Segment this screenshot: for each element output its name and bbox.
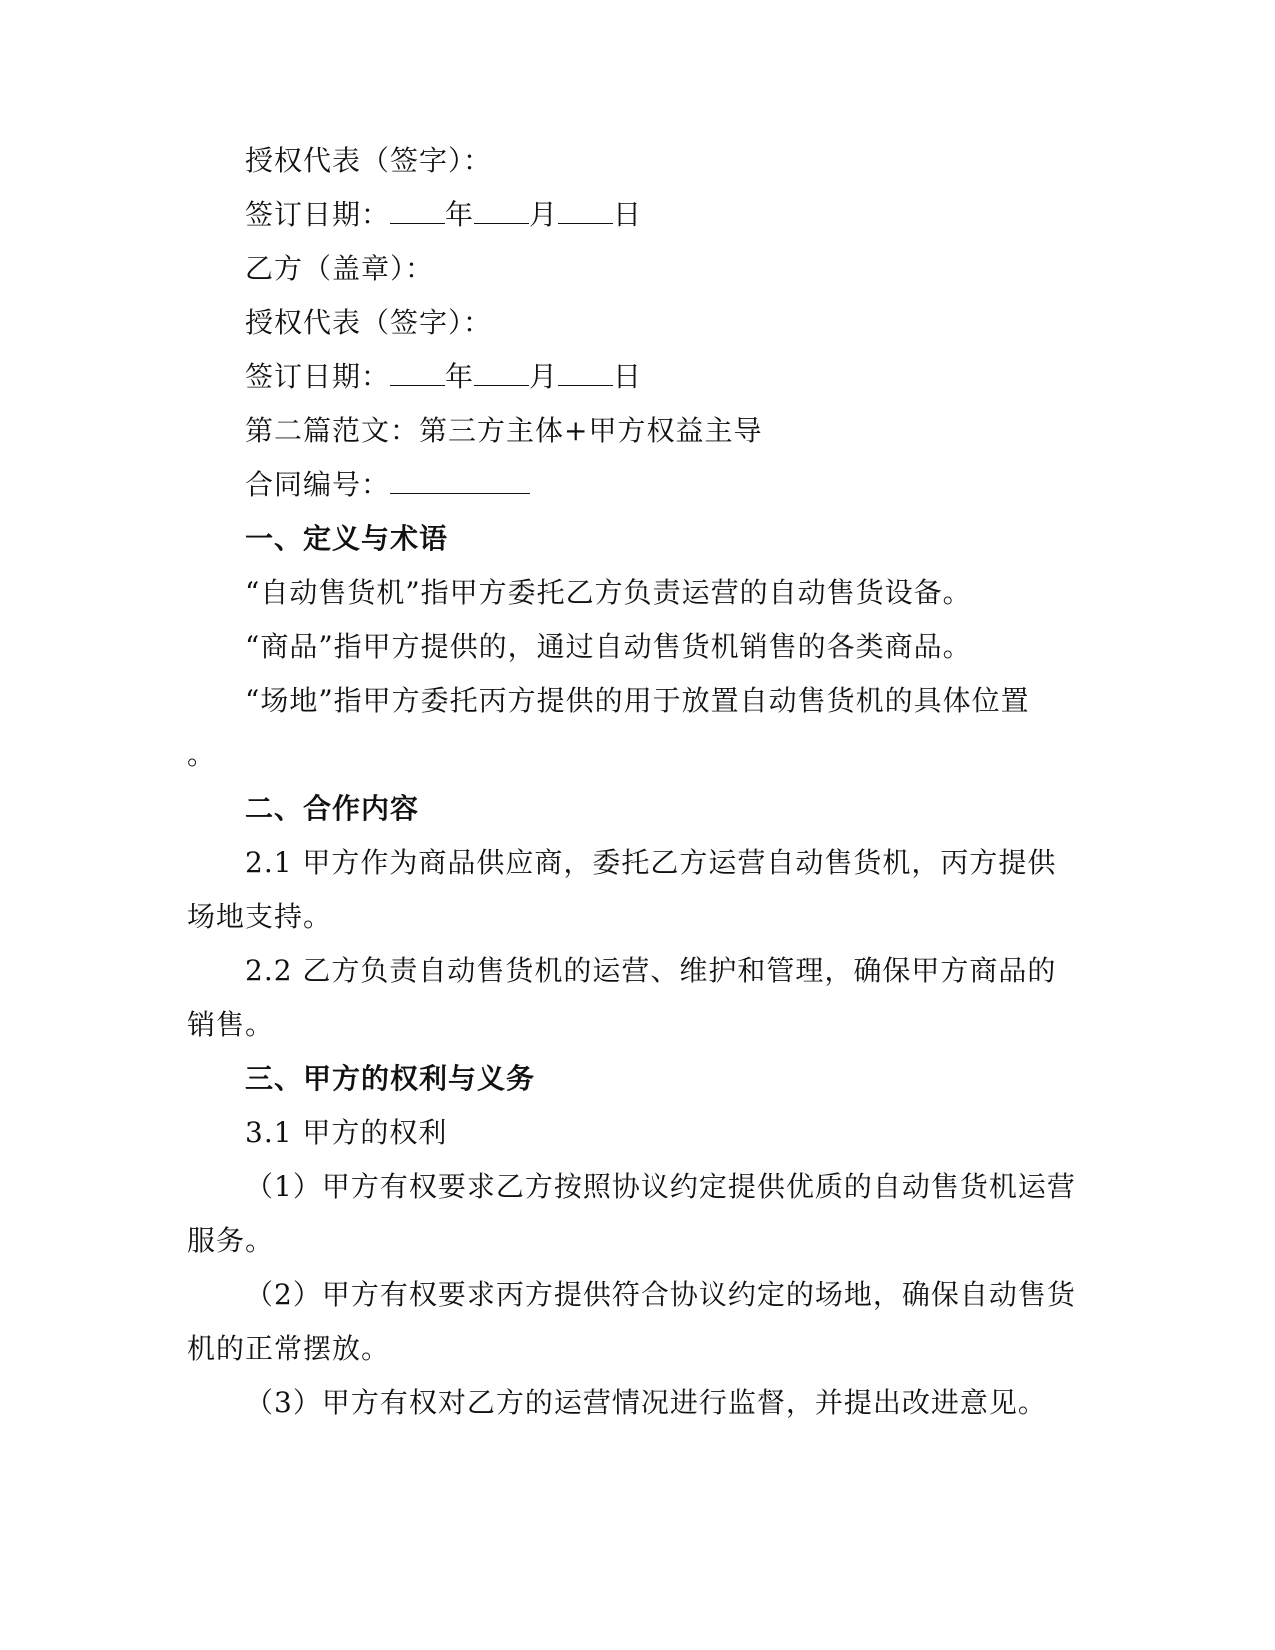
right-2-line2: 机的正常摆放。: [187, 1332, 391, 1365]
section-3-heading: 三、甲方的权利与义务: [245, 1062, 536, 1095]
party-a-date-line: [245, 197, 642, 233]
year-blank: [390, 197, 445, 224]
definition-site-line1: “场地”指甲方委托丙方提供的用于放置自动售货机的具体位置: [245, 684, 1030, 717]
clause-2-1-line2: 场地支持。: [187, 900, 333, 933]
right-1-line1: （1）甲方有权要求乙方按照协议约定提供优质的自动售货机运营: [245, 1170, 1076, 1203]
clause-2-1-line1: 2.1 甲方作为商品供应商，委托乙方运营自动售货机，丙方提供: [245, 846, 1057, 879]
section-1-heading: 一、定义与术语: [245, 522, 449, 555]
clause-2-2-line1: 2.2 乙方负责自动售货机的运营、维护和管理，确保甲方商品的: [245, 954, 1057, 987]
day-label: 日: [613, 198, 643, 231]
definition-goods: “商品”指甲方提供的，通过自动售货机销售的各类商品。: [245, 630, 972, 663]
month-label: 月: [529, 198, 559, 231]
day-blank: [558, 359, 613, 386]
month-blank: [474, 359, 529, 386]
subsection-3-1: 3.1 甲方的权利: [245, 1116, 448, 1149]
sample-title: 第二篇范文：第三方主体+甲方权益主导: [245, 414, 763, 447]
party-a-signature-line: 授权代表（签字）：: [245, 144, 493, 177]
definition-site-line2: 。: [187, 738, 217, 771]
contract-number-line: [245, 467, 530, 503]
clause-2-2-line2: 销售。: [187, 1008, 275, 1041]
month-label: 月: [529, 360, 559, 393]
right-1-line2: 服务。: [187, 1224, 275, 1257]
date-label: 签订日期：: [245, 360, 391, 393]
section-2-heading: 二、合作内容: [245, 792, 420, 825]
year-blank: [390, 359, 445, 386]
right-2-line1: （2）甲方有权要求丙方提供符合协议约定的场地，确保自动售货: [245, 1278, 1076, 1311]
contract-number-label: 合同编号：: [245, 468, 391, 501]
day-blank: [558, 197, 613, 224]
month-blank: [474, 197, 529, 224]
definition-vending-machine: “自动售货机”指甲方委托乙方负责运营的自动售货设备。: [245, 576, 972, 609]
day-label: 日: [613, 360, 643, 393]
party-b-signature-line: 授权代表（签字）：: [245, 306, 493, 339]
party-b-seal-line: 乙方（盖章）：: [245, 252, 435, 285]
year-label: 年: [445, 198, 475, 231]
right-3: （3）甲方有权对乙方的运营情况进行监督，并提出改进意见。: [245, 1386, 1047, 1419]
contract-number-blank: [390, 467, 530, 494]
date-label: 签订日期：: [245, 198, 391, 231]
party-b-date-line: [245, 359, 642, 395]
year-label: 年: [445, 360, 475, 393]
